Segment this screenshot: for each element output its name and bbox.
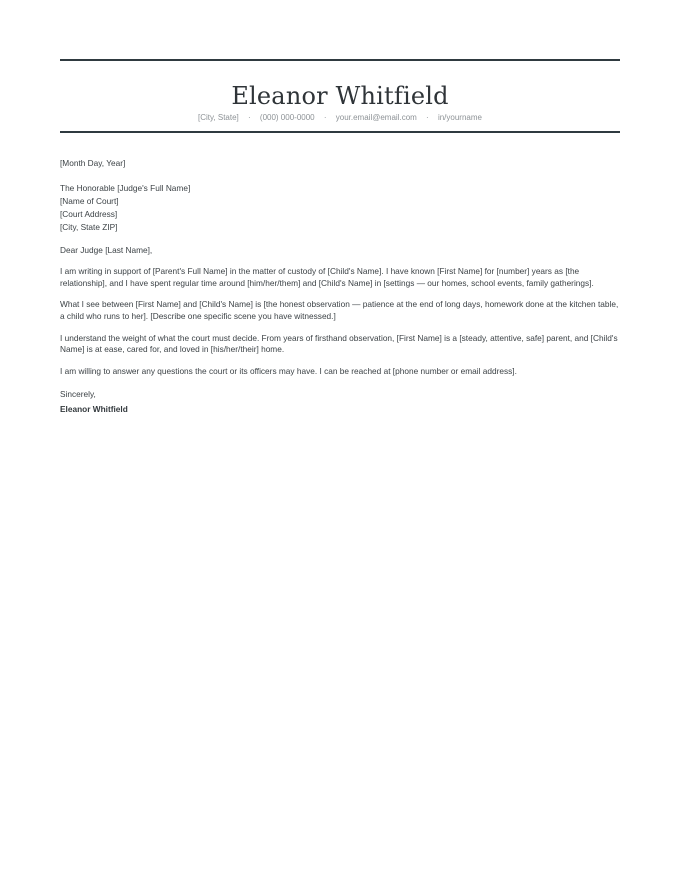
header-bottom-rule [60, 131, 620, 133]
letter-date: [Month Day, Year] [60, 158, 126, 168]
body-paragraph: I am willing to answer any questions the court or its officers may have. I can be reached at [phone number or email address]. [60, 365, 517, 376]
recipient-line: [Name of Court] [60, 195, 119, 206]
recipient-line: [City, State ZIP] [60, 221, 118, 232]
contact-email: your.email@email.com [335, 113, 417, 122]
author-name: Eleanor Whitfield [231, 82, 449, 110]
contact-line [0, 113, 680, 122]
contact-separator: · [323, 113, 327, 122]
recipient-line: The Honorable [Judge's Full Name] [60, 182, 191, 193]
contact-linkedin: in/yourname [437, 113, 482, 122]
contact-location: [City, State] [198, 113, 239, 122]
header-top-rule [60, 59, 620, 61]
contact-separator: · [248, 113, 251, 122]
contact-separator: · [426, 113, 429, 122]
contact-phone: (000) 000-0000 [259, 113, 315, 122]
salutation: Dear Judge [Last Name], [60, 244, 153, 255]
recipient-address [60, 182, 620, 234]
signer-name: Eleanor Whitfield [60, 403, 128, 414]
body-paragraph: I understand the weight of what the court must decide. From years of firsthand observation, [First Name] is a [steady, attentive, safe] parent, and [Child's Name] is at ease, cared for, and loved in [his/her/their] home. [60, 332, 618, 355]
recipient-line: [Court Address] [60, 208, 118, 219]
body-paragraph: I am writing in support of [Parent's Full Name] in the matter of custody of [Child's Name]. I have known [First Name] for [number] years as [the relationship], and I have spent regular time around [him/her/them] and [Child's Name] in [settings — our homes, school events, family gatherings]. [60, 266, 594, 288]
closing: Sincerely, [60, 389, 96, 400]
body-paragraph: What I see between [First Name] and [Child's Name] is [the honest observation — patience at the end of long days, homework done at the kitchen table, a child who runs to her]. [Describe one specific scene you have witnessed.] [60, 299, 619, 321]
letter-body [60, 158, 620, 416]
